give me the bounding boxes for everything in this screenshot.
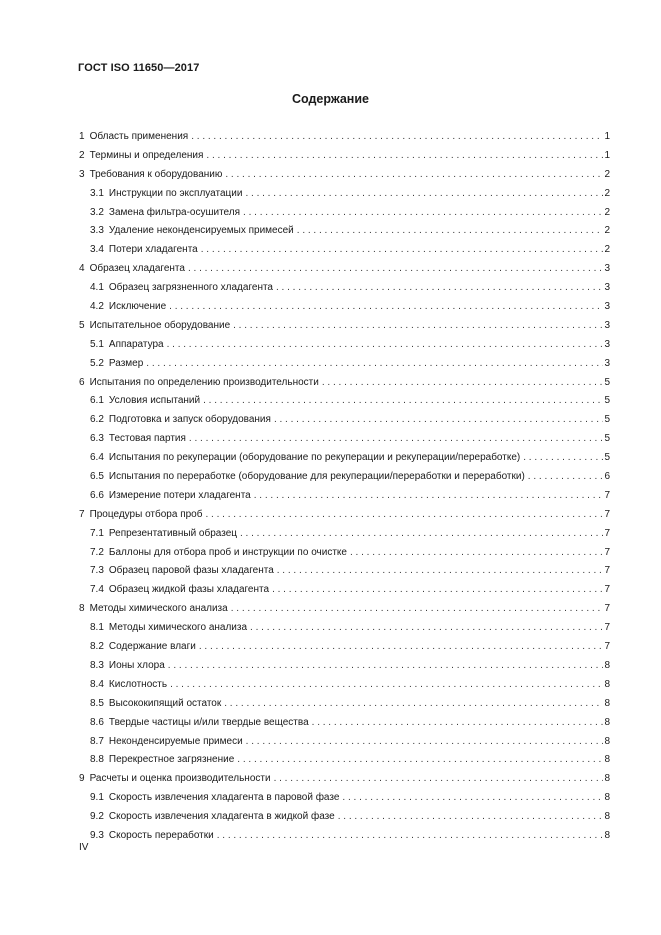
toc-entry-title: Твердые частицы и/или твердые вещества bbox=[108, 716, 309, 728]
toc-leader-dots bbox=[201, 241, 604, 260]
toc-entry-title: Испытания по переработке (оборудование для рекуперации/переработки и переработки) bbox=[108, 471, 525, 483]
toc-entry-title: Методы химического анализа bbox=[89, 603, 228, 615]
toc-entry-number: 3.2 bbox=[90, 206, 104, 218]
toc-entry[interactable] bbox=[79, 695, 610, 714]
toc-leader-dots bbox=[188, 260, 603, 279]
toc-leader-dots bbox=[206, 147, 603, 166]
toc-entry-number: 6 bbox=[79, 376, 85, 388]
toc-entry-page: 1 bbox=[604, 131, 610, 142]
toc-entry[interactable] bbox=[79, 166, 610, 185]
toc-entry-title: Расчеты и оценка производительности bbox=[89, 773, 271, 785]
toc-entry-number: 5.2 bbox=[90, 357, 104, 369]
toc-leader-dots bbox=[274, 411, 604, 430]
toc-entry-title: Исключение bbox=[108, 301, 167, 313]
toc-entry-page: 3 bbox=[604, 282, 610, 294]
toc-entry[interactable] bbox=[79, 657, 610, 676]
toc-entry-title: Испытательное оборудование bbox=[89, 319, 231, 331]
toc-entry-title: Область применения bbox=[89, 131, 189, 142]
toc-leader-dots bbox=[312, 714, 604, 733]
toc-entry-page: 3 bbox=[604, 357, 610, 369]
toc-leader-dots bbox=[233, 317, 603, 336]
toc-leader-dots bbox=[224, 695, 603, 714]
toc-leader-dots bbox=[246, 733, 604, 752]
toc-entry-number: 5 bbox=[79, 319, 85, 331]
toc-entry[interactable] bbox=[79, 600, 610, 619]
toc-entry[interactable] bbox=[79, 808, 610, 827]
toc-entry-page: 8 bbox=[604, 659, 610, 671]
toc-entry-title: Образец загрязненного хладагента bbox=[108, 282, 273, 294]
toc-entry-number: 3.4 bbox=[90, 244, 104, 256]
toc-entry[interactable] bbox=[79, 770, 610, 789]
toc-entry-number: 3 bbox=[79, 168, 85, 180]
toc-entry-page: 5 bbox=[604, 452, 610, 464]
toc-entry-number: 7.4 bbox=[90, 584, 104, 596]
toc-leader-dots bbox=[350, 544, 603, 563]
toc-entry-title: Образец паровой фазы хладагента bbox=[108, 565, 274, 577]
toc-entry[interactable] bbox=[79, 449, 610, 468]
toc-entry-page: 2 bbox=[604, 225, 610, 237]
toc-leader-dots bbox=[169, 298, 603, 317]
toc-entry-page: 5 bbox=[604, 376, 610, 388]
toc-entry-title: Скорость извлечения хладагента в паровой фазе bbox=[108, 792, 340, 804]
toc-entry-page: 7 bbox=[604, 527, 610, 539]
toc-entry-page: 3 bbox=[604, 338, 610, 350]
toc-entry-page: 5 bbox=[604, 433, 610, 445]
toc-entry-title: Перекрестное загрязнение bbox=[108, 754, 235, 766]
toc-entry[interactable] bbox=[79, 714, 610, 733]
toc-entry-title: Испытания по рекуперации (оборудование по рекуперации и рекуперации/переработке) bbox=[108, 452, 521, 464]
toc-entry-title: Баллоны для отбора проб и инструкции по очистке bbox=[108, 546, 347, 558]
toc-entry[interactable] bbox=[79, 562, 610, 581]
toc-entry-title: Неконденсируемые примеси bbox=[108, 735, 243, 747]
toc-entry-page: 7 bbox=[604, 603, 610, 615]
toc-entry-number: 6.6 bbox=[90, 489, 104, 501]
toc-entry[interactable] bbox=[79, 751, 610, 770]
toc-entry[interactable] bbox=[79, 279, 610, 298]
toc-entry-page: 7 bbox=[604, 565, 610, 577]
toc-leader-dots bbox=[297, 222, 604, 241]
toc-entry-number: 8.2 bbox=[90, 641, 104, 653]
toc-entry-number: 6.1 bbox=[90, 395, 104, 407]
toc-entry[interactable] bbox=[79, 619, 610, 638]
toc-entry-number: 6.2 bbox=[90, 414, 104, 426]
toc-entry-number: 7.1 bbox=[90, 527, 104, 539]
toc-entry-page: 5 bbox=[604, 414, 610, 426]
toc-leader-dots bbox=[168, 657, 604, 676]
toc-leader-dots bbox=[146, 355, 603, 374]
toc-entry[interactable] bbox=[79, 468, 610, 487]
toc-entry-number: 8.4 bbox=[90, 678, 104, 690]
toc-entry-page: 8 bbox=[604, 678, 610, 690]
toc-entry-title: Процедуры отбора проб bbox=[89, 508, 203, 520]
toc-entry-page: 8 bbox=[604, 792, 610, 804]
toc-leader-dots bbox=[322, 374, 604, 393]
toc-leader-dots bbox=[217, 827, 604, 846]
toc-entry[interactable] bbox=[79, 185, 610, 204]
document-code: ГОСТ ISO 11650—2017 bbox=[78, 62, 200, 74]
toc-entry-number: 8.7 bbox=[90, 735, 104, 747]
toc-entry-page: 3 bbox=[604, 263, 610, 275]
toc-entry-page: 8 bbox=[604, 829, 610, 841]
toc-entry[interactable] bbox=[79, 374, 610, 393]
toc-leader-dots bbox=[250, 619, 603, 638]
toc-entry-title: Репрезентативный образец bbox=[108, 527, 237, 539]
toc-entry-number: 8.6 bbox=[90, 716, 104, 728]
page-title: Содержание bbox=[291, 92, 369, 106]
toc-entry-title: Условия испытаний bbox=[108, 395, 201, 407]
toc-entry-page: 7 bbox=[604, 489, 610, 501]
toc-entry-title: Испытания по определению производительности bbox=[89, 376, 319, 388]
toc-entry-number: 2 bbox=[79, 149, 85, 161]
toc-entry-page: 1 bbox=[604, 149, 610, 161]
toc-leader-dots bbox=[272, 581, 603, 600]
table-of-contents bbox=[79, 128, 610, 846]
toc-entry[interactable] bbox=[79, 789, 610, 808]
toc-entry-title: Термины и определения bbox=[89, 149, 204, 161]
toc-entry-title: Замена фильтра-осушителя bbox=[108, 206, 241, 218]
toc-entry-number: 6.3 bbox=[90, 433, 104, 445]
toc-entry-title: Скорость извлечения хладагента в жидкой фазе bbox=[108, 811, 335, 823]
toc-entry[interactable] bbox=[79, 487, 610, 506]
toc-entry-number: 8.8 bbox=[90, 754, 104, 766]
toc-entry-title: Содержание влаги bbox=[108, 641, 196, 653]
toc-entry-number: 9.2 bbox=[90, 811, 104, 823]
toc-entry-number: 1 bbox=[79, 131, 85, 142]
toc-entry-title: Кислотность bbox=[108, 678, 168, 690]
toc-entry-page: 6 bbox=[604, 471, 610, 483]
toc-entry-page: 5 bbox=[604, 395, 610, 407]
toc-entry-page: 8 bbox=[604, 735, 610, 747]
toc-leader-dots bbox=[205, 506, 603, 525]
toc-entry-page: 2 bbox=[604, 168, 610, 180]
toc-entry[interactable] bbox=[79, 317, 610, 336]
toc-leader-dots bbox=[237, 751, 603, 770]
toc-entry[interactable] bbox=[79, 241, 610, 260]
toc-entry-title: Ионы хлора bbox=[108, 659, 165, 671]
toc-entry-page: 3 bbox=[604, 319, 610, 331]
toc-entry-number: 8.3 bbox=[90, 659, 104, 671]
toc-leader-dots bbox=[523, 449, 603, 468]
toc-entry-number: 4.1 bbox=[90, 282, 104, 294]
toc-entry[interactable] bbox=[79, 581, 610, 600]
toc-entry[interactable] bbox=[79, 355, 610, 374]
toc-entry-number: 4 bbox=[79, 263, 85, 275]
toc-entry-page: 7 bbox=[604, 641, 610, 653]
toc-entry-number: 7.2 bbox=[90, 546, 104, 558]
toc-entry-title: Удаление неконденсируемых примесей bbox=[108, 225, 294, 237]
toc-entry[interactable] bbox=[79, 676, 610, 695]
toc-entry[interactable] bbox=[79, 544, 610, 563]
toc-entry-page: 8 bbox=[604, 773, 610, 785]
toc-entry-title: Требования к оборудованию bbox=[89, 168, 223, 180]
toc-entry-number: 3.3 bbox=[90, 225, 104, 237]
toc-entry-title: Скорость переработки bbox=[108, 829, 214, 841]
toc-entry[interactable] bbox=[79, 147, 610, 166]
toc-entry-number: 9 bbox=[79, 773, 85, 785]
page-number: IV bbox=[79, 842, 89, 853]
toc-leader-dots bbox=[274, 770, 604, 789]
toc-entry-title: Измерение потери хладагента bbox=[108, 489, 251, 501]
toc-entry-title: Потери хладагента bbox=[108, 244, 198, 256]
toc-entry[interactable] bbox=[79, 260, 610, 279]
toc-entry-page: 8 bbox=[604, 811, 610, 823]
toc-leader-dots bbox=[277, 562, 604, 581]
toc-entry-title: Методы химического анализа bbox=[108, 622, 248, 634]
toc-entry-number: 3.1 bbox=[90, 187, 104, 199]
toc-entry[interactable] bbox=[79, 222, 610, 241]
toc-leader-dots bbox=[342, 789, 603, 808]
toc-entry-title: Подготовка и запуск оборудования bbox=[108, 414, 271, 426]
toc-entry-title: Образец жидкой фазы хладагента bbox=[108, 584, 270, 596]
toc-leader-dots bbox=[231, 600, 604, 619]
toc-entry-number: 8.1 bbox=[90, 622, 104, 634]
toc-entry-number: 4.2 bbox=[90, 301, 104, 313]
toc-entry-number: 9.1 bbox=[90, 792, 104, 804]
toc-leader-dots bbox=[170, 676, 603, 695]
toc-leader-dots bbox=[254, 487, 604, 506]
toc-leader-dots bbox=[225, 166, 603, 185]
toc-entry-page: 7 bbox=[604, 508, 610, 520]
toc-leader-dots bbox=[203, 392, 603, 411]
toc-entry-number: 6.4 bbox=[90, 452, 104, 464]
toc-entry[interactable] bbox=[79, 392, 610, 411]
toc-leader-dots bbox=[245, 185, 603, 204]
toc-entry-page: 2 bbox=[604, 187, 610, 199]
toc-entry-number: 8 bbox=[79, 603, 85, 615]
toc-entry[interactable] bbox=[79, 128, 610, 147]
toc-entry[interactable] bbox=[79, 336, 610, 355]
toc-leader-dots bbox=[338, 808, 604, 827]
toc-entry-page: 2 bbox=[604, 206, 610, 218]
toc-entry-title: Тестовая партия bbox=[108, 433, 186, 445]
toc-entry-number: 5.1 bbox=[90, 338, 104, 350]
toc-entry-page: 2 bbox=[604, 244, 610, 256]
toc-entry[interactable] bbox=[79, 827, 610, 846]
toc-leader-dots bbox=[243, 204, 603, 223]
toc-entry-title: Высококипящий остаток bbox=[108, 697, 222, 709]
toc-entry-page: 8 bbox=[604, 754, 610, 766]
toc-entry-number: 7 bbox=[79, 508, 85, 520]
toc-entry[interactable] bbox=[79, 411, 610, 430]
toc-leader-dots bbox=[167, 336, 604, 355]
toc-leader-dots bbox=[528, 468, 604, 487]
toc-leader-dots bbox=[189, 430, 604, 449]
toc-entry[interactable] bbox=[79, 638, 610, 657]
toc-entry-number: 7.3 bbox=[90, 565, 104, 577]
toc-entry-title: Инструкции по эксплуатации bbox=[108, 187, 243, 199]
toc-entry-page: 8 bbox=[604, 716, 610, 728]
toc-leader-dots bbox=[191, 128, 603, 147]
toc-entry[interactable] bbox=[79, 525, 610, 544]
toc-entry-number: 8.5 bbox=[90, 697, 104, 709]
toc-entry[interactable] bbox=[79, 506, 610, 525]
toc-entry-page: 7 bbox=[604, 546, 610, 558]
toc-entry[interactable] bbox=[79, 204, 610, 223]
toc-leader-dots bbox=[276, 279, 603, 298]
toc-entry-number: 9.3 bbox=[90, 829, 104, 841]
toc-entry-title: Аппаратура bbox=[108, 338, 164, 350]
toc-entry[interactable] bbox=[79, 298, 610, 317]
toc-entry-page: 3 bbox=[604, 301, 610, 313]
toc-entry[interactable] bbox=[79, 733, 610, 752]
toc-entry-title: Образец хладагента bbox=[89, 263, 185, 275]
toc-entry-page: 8 bbox=[604, 697, 610, 709]
toc-entry-page: 7 bbox=[604, 584, 610, 596]
toc-leader-dots bbox=[199, 638, 604, 657]
toc-entry[interactable] bbox=[79, 430, 610, 449]
toc-entry-title: Размер bbox=[108, 357, 144, 369]
toc-entry-page: 7 bbox=[604, 622, 610, 634]
toc-leader-dots bbox=[240, 525, 603, 544]
toc-entry-number: 6.5 bbox=[90, 471, 104, 483]
